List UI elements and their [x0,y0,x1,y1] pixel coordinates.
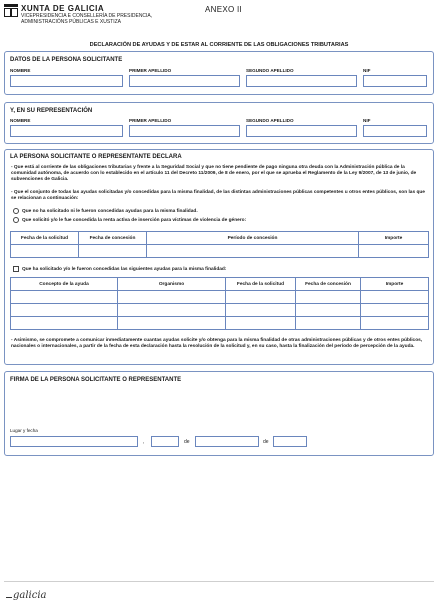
col-periodo-concesion: Período de concesión [147,232,359,245]
table-cell[interactable] [147,245,359,258]
nombre-label: NOMBRE [10,68,31,73]
declaration-paragraph-1: - Que está al corriente de las obligaciones tributarias y frente a la Seguridad Social y que no tiene pendiente de pago ninguna otra deuda con la Administración pública de la comunidad autónoma, de acuerdo con lo establecido en el artículo 11 del Decreto 11/2009, de 8 de enero, por el que se aprueba el Reglamento de la Ley 9/2007, de 13 de junio, de subvenciones de Galicia. [11,165,417,182]
renta-activa-table [10,231,429,258]
rep-apellido1-label: PRIMER APELLIDO [129,118,172,123]
table-cell[interactable] [11,304,118,317]
col-fecha-concesion: Fecha de concesión [296,278,361,291]
checkbox[interactable] [13,266,19,272]
rep-apellido2-label: SEGUNDO APELLIDO [246,118,294,123]
comma-separator: , [143,439,145,445]
ano-field[interactable] [273,436,307,447]
xunta-emblem-icon [4,4,18,20]
footer-divider [4,581,434,582]
nif-field[interactable] [363,75,427,87]
table-cell[interactable] [361,317,429,330]
nif-label: NIF [363,68,371,73]
nombre-field[interactable] [10,75,123,87]
table-cell[interactable] [296,291,361,304]
signature-section [4,371,434,456]
table-cell[interactable] [11,317,118,330]
apellido2-field[interactable] [246,75,357,87]
dia-field[interactable] [151,436,179,447]
de-separator-1: de [184,439,190,445]
table-row [11,245,429,258]
table-cell[interactable] [226,317,296,330]
table-row [11,291,429,304]
rep-nif-field[interactable] [363,125,427,137]
department-line-2: ADMINISTRACIÓNS PÚBLICAS E XUSTIZA [21,19,122,25]
table-cell[interactable] [118,304,226,317]
galicia-logo-text: galicia [13,590,47,601]
rep-nombre-label: NOMBRE [10,118,31,123]
rep-apellido1-field[interactable] [129,125,240,137]
option-other-aid[interactable] [13,266,226,272]
other-aid-table [10,277,429,330]
apellido2-label: SEGUNDO APELLIDO [246,68,294,73]
de-separator-2: de [263,439,269,445]
option-no-aid-label: Que no ha solicitado ni le fueron concedidas ayudas para la misma finalidad. [22,208,198,214]
declaration-section-title: LA PERSONA SOLICITANTE O REPRESENTANTE DECLARA [10,154,182,160]
galicia-mark-icon [6,594,12,598]
option-other-aid-label: Que ha solicitado y/o le fueron concedidas las siguientes ayudas para la misma finalidad: [22,266,227,272]
col-organismo: Organismo [118,278,226,291]
table-cell[interactable] [11,245,79,258]
declaration-section [4,149,434,365]
option-renta-activa[interactable] [13,217,246,223]
option-no-aid[interactable] [13,208,198,214]
department-line-1: VICEPRESIDENCIA E CONSELLERÍA DE PRESIDENCIA, [21,13,153,19]
table-cell[interactable] [296,317,361,330]
radio-button[interactable] [13,208,19,214]
col-importe: Importe [361,278,429,291]
galicia-logo [6,590,47,601]
table-cell[interactable] [361,304,429,317]
table-cell[interactable] [361,291,429,304]
brand-name: XUNTA DE GALICIA [21,4,105,13]
col-concepto: Concepto de la ayuda [11,278,118,291]
apellido1-field[interactable] [129,75,240,87]
col-importe: Importe [359,232,429,245]
table-cell[interactable] [226,291,296,304]
signature-section-title: FIRMA DE LA PERSONA SOLICITANTE O REPRESENTANTE [10,377,182,383]
representative-section-title: Y, EN SU REPRESENTACIÓN [10,108,93,114]
representative-section [4,102,434,144]
annex-label: ANEXO II [205,5,243,14]
rep-apellido2-field[interactable] [246,125,357,137]
declaration-paragraph-2: - Que el conjunto de todas las ayudas solicitadas y/o concedidas para la misma finalidad, de las distintas administraciones públicas competentes u otros entes públicos, son las que se relacionan a continuación: [11,190,425,201]
table-cell[interactable] [118,291,226,304]
table-cell[interactable] [118,317,226,330]
document-title: DECLARACIÓN DE AYUDAS Y DE ESTAR AL CORRIENTE DE LAS OBLIGACIONES TRIBUTARIAS [89,42,349,48]
lugar-field[interactable] [10,436,138,447]
table-cell[interactable] [79,245,147,258]
declaration-paragraph-3: - Asimismo, se compromete a comunicar inmediatamente cuantas ayudas solicite y/o obtenga para la misma finalidad de otras administraciones públicas y de otros entes públicos, nacionales o internacionales, a partir de la fecha de esta declaración hasta la resolución de la solicitud y, en su caso, hasta la finalización del período de percepción de la ayuda. [11,338,423,349]
col-fecha-solicitud: Fecha de la solicitud [226,278,296,291]
table-cell[interactable] [11,291,118,304]
option-renta-activa-label: Que solicitó y/o le fue concedida la renta activa de inserción para víctimas de violencia de género: [22,217,247,223]
xunta-logo [4,4,152,25]
table-row [11,317,429,330]
table-row [11,304,429,317]
col-fecha-concesion: Fecha de concesión [79,232,147,245]
table-cell[interactable] [226,304,296,317]
col-fecha-solicitud: Fecha de la solicitud [11,232,79,245]
lugar-fecha-label: Lugar y fecha [10,428,38,433]
table-cell[interactable] [296,304,361,317]
apellido1-label: PRIMER APELLIDO [129,68,172,73]
radio-button[interactable] [13,217,19,223]
rep-nif-label: NIF [363,118,371,123]
table-cell[interactable] [359,245,429,258]
rep-nombre-field[interactable] [10,125,123,137]
applicant-section [4,51,434,95]
applicant-section-title: DATOS DE LA PERSONA SOLICITANTE [10,57,123,63]
page-header [4,4,434,30]
mes-field[interactable] [195,436,259,447]
